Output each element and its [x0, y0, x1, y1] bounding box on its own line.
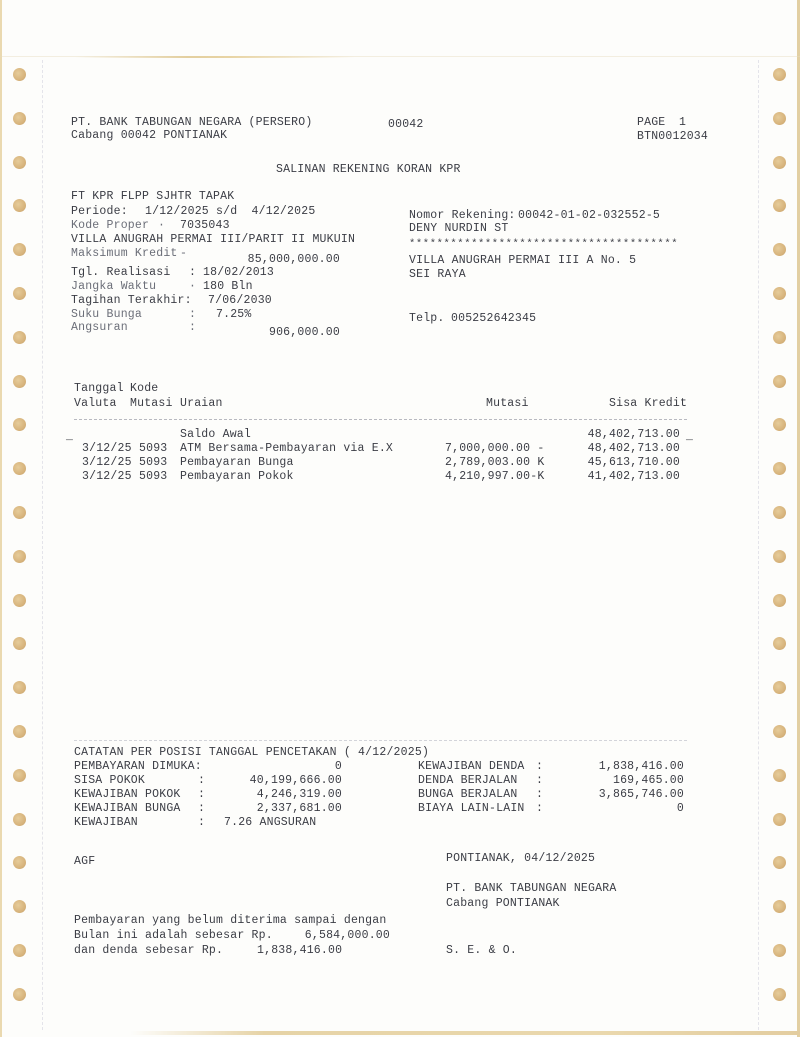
feed-hole-icon [773, 462, 786, 475]
right-margin-mark: _ [686, 430, 694, 443]
col-header-mutasi: Mutasi [486, 397, 529, 410]
note-line2-value: 6,584,000.00 [304, 929, 390, 942]
summary-label: PEMBAYARAN DIMUKA: [74, 760, 202, 773]
summary-value: 2,337,681.00 [256, 802, 342, 815]
feed-hole-icon [773, 68, 786, 81]
feed-hole-icon [773, 813, 786, 826]
feed-hole-icon [773, 725, 786, 738]
row-kode: 5093 [139, 442, 168, 455]
kode-proper-label: Kode Proper [71, 219, 150, 232]
summary-sep: : [198, 774, 206, 787]
colon: · [158, 219, 166, 232]
summary-value: 3,865,746.00 [598, 788, 684, 801]
feed-hole-icon [773, 637, 786, 650]
feed-hole-icon [13, 418, 26, 431]
project-name: VILLA ANUGRAH PERMAI III/PARIT II MUKUIN [71, 233, 356, 246]
summary-sep: : [536, 788, 544, 801]
feed-hole-icon [13, 331, 26, 344]
feed-hole-icon [13, 199, 26, 212]
feed-hole-icon [773, 243, 786, 256]
row-mutasi: 7,000,000.00 - [445, 442, 545, 455]
summary-label: DENDA BERJALAN [418, 774, 518, 787]
table-header-divider [74, 419, 687, 420]
paper-left-edge [0, 0, 2, 1037]
customer-name: DENY NURDIN ST [409, 222, 509, 235]
feed-hole-icon [13, 375, 26, 388]
row-mutasi: 4,210,997.00-K [445, 470, 545, 483]
feed-hole-icon [773, 156, 786, 169]
row-sisa-kredit: 41,402,713.00 [587, 470, 680, 483]
angsuran-value: 906,000.00 [268, 326, 340, 339]
customer-address-line2: SEI RAYA [409, 268, 466, 281]
row-uraian: Pembayaran Pokok [180, 470, 294, 483]
paper-top-tear [75, 56, 355, 58]
bank-name: PT. BANK TABUNGAN NEGARA (PERSERO) [71, 116, 313, 129]
summary-value: 0 [676, 802, 684, 815]
maksimum-kredit-label: Maksimum Kredit [71, 247, 178, 260]
note-line3-value: 1,838,416.00 [257, 944, 343, 957]
feed-hole-icon [13, 68, 26, 81]
feed-hole-icon [773, 287, 786, 300]
col-header-tanggal: Tanggal [74, 382, 124, 395]
feed-hole-icon [13, 243, 26, 256]
tgl-realisasi-value: 18/02/2013 [203, 266, 275, 279]
summary-label: KEWAJIBAN DENDA [418, 760, 525, 773]
feed-hole-icon [773, 550, 786, 563]
paper-bottom-tear [130, 1031, 800, 1035]
colon: - [180, 247, 188, 260]
feed-hole-icon [13, 287, 26, 300]
feed-hole-icon [13, 637, 26, 650]
summary-label: BIAYA LAIN-LAIN [418, 802, 525, 815]
jangka-waktu-value: 180 Bln [203, 280, 253, 293]
summary-value: 169,465.00 [612, 774, 684, 787]
row-tanggal: 3/12/25 [82, 442, 132, 455]
note-line1: Pembayaran yang belum diterima sampai dengan [74, 914, 387, 927]
feed-hole-icon [13, 725, 26, 738]
summary-value: 40,199,666.00 [249, 774, 342, 787]
summary-value: 4,246,319.00 [256, 788, 342, 801]
col-header-valuta: Valuta [74, 397, 117, 410]
summary-value: 1,838,416.00 [598, 760, 684, 773]
row-uraian: ATM Bersama-Pembayaran via E.X [180, 442, 394, 455]
feed-hole-icon [13, 988, 26, 1001]
feed-hole-icon [773, 769, 786, 782]
feed-hole-icon [13, 813, 26, 826]
feed-hole-icon [773, 944, 786, 957]
suku-bunga-value: 7.25% [216, 308, 252, 321]
feed-hole-icon [773, 988, 786, 1001]
opening-sisa-kredit: 48,402,713.00 [587, 428, 680, 441]
summary-sep: : [198, 816, 206, 829]
col-header-mutasi-code: Mutasi [130, 397, 173, 410]
branch-line: Cabang 00042 PONTIANAK [71, 129, 228, 142]
feed-hole-icon [773, 375, 786, 388]
row-kode: 5093 [139, 456, 168, 469]
maksimum-kredit-value: 85,000,000.00 [247, 253, 340, 266]
bank-signature-line1: PT. BANK TABUNGAN NEGARA [446, 882, 617, 895]
feed-hole-icon [773, 418, 786, 431]
page-title: SALINAN REKENING KORAN KPR [276, 163, 461, 176]
row-sisa-kredit: 48,402,713.00 [587, 442, 680, 455]
feed-hole-icon [13, 462, 26, 475]
col-header-uraian: Uraian [180, 397, 223, 410]
summary-sep: : [198, 788, 206, 801]
right-perforation-line [758, 60, 759, 1030]
suku-bunga-label: Suku Bunga [71, 308, 143, 321]
periode-value: 1/12/2025 s/d 4/12/2025 [145, 205, 316, 218]
row-kode: 5093 [139, 470, 168, 483]
left-margin-mark: _ [66, 430, 74, 443]
doc-code: BTN0012034 [637, 130, 709, 143]
feed-hole-icon [13, 681, 26, 694]
col-header-sisa-kredit: Sisa Kredit [609, 397, 688, 410]
row-uraian: Pembayaran Bunga [180, 456, 294, 469]
left-perforation-line [42, 60, 43, 1030]
feed-hole-icon [13, 112, 26, 125]
colon: · [189, 280, 197, 293]
page-label: PAGE [637, 116, 666, 129]
feed-hole-icon [13, 550, 26, 563]
customer-address-line1: VILLA ANUGRAH PERMAI III A No. 5 [409, 254, 637, 267]
feed-hole-icon [13, 594, 26, 607]
summary-sep: : [198, 802, 206, 815]
page-number: 1 [679, 116, 687, 129]
summary-label: BUNGA BERJALAN [418, 788, 518, 801]
feed-hole-icon [773, 112, 786, 125]
angsuran-label: Angsuran [71, 321, 128, 334]
col-header-kode: Kode [130, 382, 159, 395]
place-date: PONTIANAK, 04/12/2025 [446, 852, 596, 865]
feed-hole-icon [773, 856, 786, 869]
summary-sep: : [536, 760, 544, 773]
telp-label: Telp. [409, 312, 445, 325]
feed-hole-icon [773, 594, 786, 607]
summary-value: 7.26 ANGSURAN [224, 816, 317, 829]
kode-proper-value: 7035043 [180, 219, 230, 232]
jangka-waktu-label: Jangka Waktu [71, 280, 157, 293]
feed-hole-icon [773, 681, 786, 694]
nomor-rekening-value: 00042-01-02-032552-5 [518, 209, 661, 222]
row-tanggal: 3/12/25 [82, 470, 132, 483]
summary-title: CATATAN PER POSISI TANGGAL PENCETAKAN ( 4/12/2025) [74, 746, 430, 759]
row-sisa-kredit: 45,613,710.00 [587, 456, 680, 469]
branch-code: 00042 [388, 118, 424, 131]
feed-hole-icon [13, 769, 26, 782]
operator-code: AGF [74, 855, 96, 868]
feed-hole-icon [773, 331, 786, 344]
feed-hole-icon [13, 856, 26, 869]
summary-label: KEWAJIBAN POKOK [74, 788, 181, 801]
row-tanggal: 3/12/25 [82, 456, 132, 469]
summary-label: KEWAJIBAN [74, 816, 138, 829]
eo-mark: S. E. & O. [446, 944, 518, 957]
tagihan-terakhir-value: 7/06/2030 [208, 294, 272, 307]
tagihan-terakhir-label: Tagihan Terakhir: [71, 294, 192, 307]
row-mutasi: 2,789,003.00 K [445, 456, 545, 469]
product-name: FT KPR FLPP SJHTR TAPAK [71, 190, 235, 203]
summary-divider [74, 740, 687, 741]
feed-hole-icon [773, 506, 786, 519]
feed-hole-icon [773, 199, 786, 212]
feed-hole-icon [13, 900, 26, 913]
masked-field: *************************************** [409, 238, 679, 250]
feed-hole-icon [13, 506, 26, 519]
note-line3-label: dan denda sebesar Rp. [74, 944, 224, 957]
tgl-realisasi-label: Tgl. Realisasi [71, 266, 171, 279]
nomor-rekening-label: Nomor Rekening: [409, 209, 516, 222]
periode-label: Periode: [71, 205, 128, 218]
colon: : [189, 321, 197, 334]
note-line2-label: Bulan ini adalah sebesar Rp. [74, 929, 273, 942]
feed-hole-icon [13, 944, 26, 957]
opening-uraian: Saldo Awal [180, 428, 252, 441]
telp-value: 005252642345 [451, 312, 537, 325]
bank-signature-line2: Cabang PONTIANAK [446, 897, 560, 910]
colon: : [189, 266, 197, 279]
summary-value: 0 [334, 760, 342, 773]
summary-sep: : [536, 802, 544, 815]
summary-sep: : [536, 774, 544, 787]
colon: : [189, 308, 197, 321]
feed-hole-icon [773, 900, 786, 913]
summary-label: SISA POKOK [74, 774, 146, 787]
summary-label: KEWAJIBAN BUNGA [74, 802, 181, 815]
feed-hole-icon [13, 156, 26, 169]
